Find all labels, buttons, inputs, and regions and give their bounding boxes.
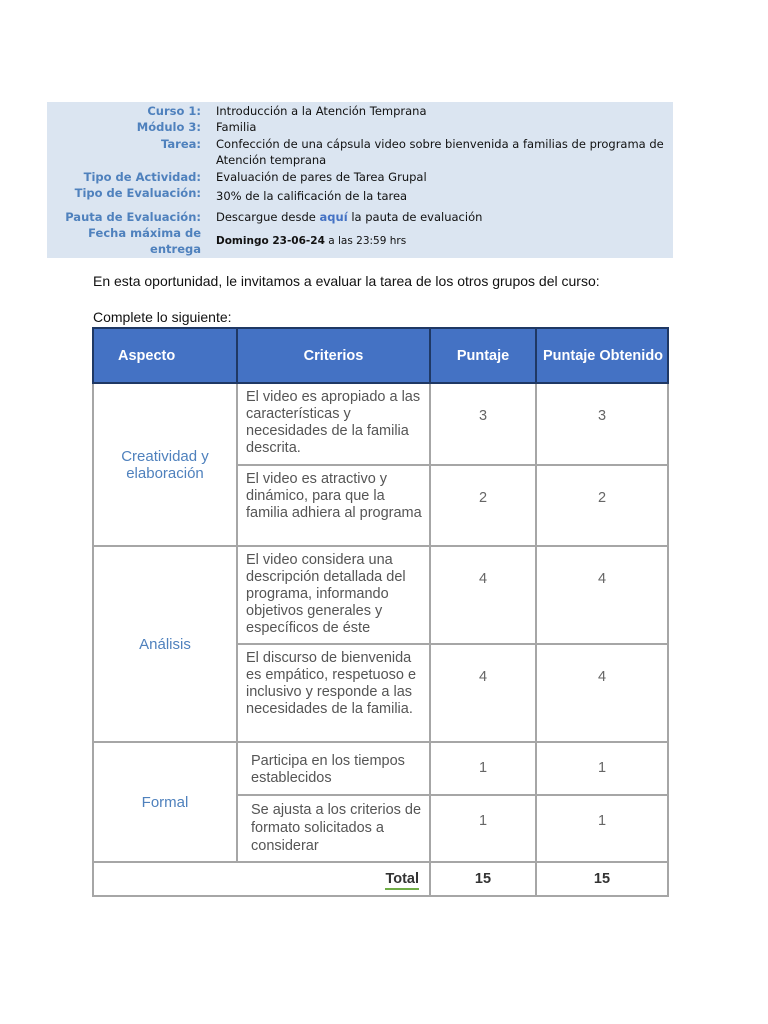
score-cell: 3 bbox=[430, 383, 536, 465]
criterion-cell: El video es apropiado a las características y necesidades de la familia descrita. bbox=[237, 383, 430, 465]
instruction-text: Complete lo siguiente: bbox=[93, 309, 232, 325]
rubric-download-link[interactable]: aquí bbox=[319, 210, 348, 224]
activity-type-label: Tipo de Actividad: bbox=[83, 170, 201, 184]
obtained-cell[interactable]: 1 bbox=[536, 742, 668, 795]
evaluation-table bbox=[92, 327, 669, 897]
table-row bbox=[93, 742, 668, 795]
total-label: Total bbox=[385, 871, 419, 890]
task-label: Tarea: bbox=[161, 137, 201, 151]
rubric-label: Pauta de Evaluación: bbox=[65, 210, 201, 224]
course-value: Introducción a la Atención Temprana bbox=[216, 104, 427, 118]
obtained-cell[interactable]: 2 bbox=[536, 465, 668, 546]
score-cell: 2 bbox=[430, 465, 536, 546]
activity-type-value: Evaluación de pares de Tarea Grupal bbox=[216, 170, 427, 184]
rubric-value bbox=[216, 209, 666, 225]
criterion-cell: Se ajusta a los criterios de formato solicitados a considerar bbox=[237, 795, 430, 862]
criterion-cell: Participa en los tiempos establecidos bbox=[237, 742, 430, 795]
intro-text: En esta oportunidad, le invitamos a evaluar la tarea de los otros grupos del curso: bbox=[93, 273, 600, 289]
criterion-cell: El discurso de bienvenida es empático, respetuoso e inclusivo y responde a las necesidades de la familia. bbox=[237, 644, 430, 742]
score-cell: 1 bbox=[430, 742, 536, 795]
score-cell: 4 bbox=[430, 546, 536, 644]
obtained-cell[interactable]: 3 bbox=[536, 383, 668, 465]
total-obtained: 15 bbox=[536, 862, 668, 896]
evaluation-type-label: Tipo de Evaluación: bbox=[74, 186, 201, 200]
deadline-label: Fecha máxima de entrega bbox=[88, 226, 201, 256]
module-value: Familia bbox=[216, 120, 257, 134]
criterion-cell: El video considera una descripción detallada del programa, informando objetivos generales y específicos de éste bbox=[237, 546, 430, 644]
header-criteria: Criterios bbox=[237, 328, 430, 383]
evaluation-type-value: 30% de la calificación de la tarea bbox=[216, 189, 408, 203]
aspect-analysis: Análisis bbox=[93, 546, 237, 742]
course-label: Curso 1: bbox=[147, 104, 201, 118]
deadline-time: a las 23:59 hrs bbox=[324, 235, 407, 247]
criterion-cell: El video es atractivo y dinámico, para que la familia adhiera al programa bbox=[237, 465, 430, 546]
course-info-box bbox=[47, 102, 673, 258]
rubric-text-after: la pauta de evaluación bbox=[347, 210, 483, 224]
total-label-cell bbox=[93, 862, 430, 896]
obtained-cell[interactable]: 1 bbox=[536, 795, 668, 862]
deadline-day: Domingo 23-06-24 bbox=[216, 235, 325, 247]
obtained-cell[interactable]: 4 bbox=[536, 546, 668, 644]
header-aspect: Aspecto bbox=[93, 328, 237, 383]
module-label: Módulo 3: bbox=[136, 120, 201, 134]
score-cell: 1 bbox=[430, 795, 536, 862]
aspect-creativity: Creatividad y elaboración bbox=[93, 383, 237, 546]
task-value: Confección de una cápsula video sobre bienvenida a familias de programa de Atención temprana bbox=[216, 137, 664, 167]
table-row bbox=[93, 383, 668, 465]
header-obtained-score: Puntaje Obtenido bbox=[536, 328, 668, 383]
total-row bbox=[93, 862, 668, 896]
table-header-row bbox=[93, 328, 668, 383]
score-cell: 4 bbox=[430, 644, 536, 742]
table-row bbox=[93, 546, 668, 644]
deadline-value bbox=[216, 233, 666, 249]
obtained-cell[interactable]: 4 bbox=[536, 644, 668, 742]
aspect-formal: Formal bbox=[93, 742, 237, 862]
header-score: Puntaje bbox=[430, 328, 536, 383]
rubric-text-before: Descargue desde bbox=[216, 210, 320, 224]
total-score: 15 bbox=[430, 862, 536, 896]
